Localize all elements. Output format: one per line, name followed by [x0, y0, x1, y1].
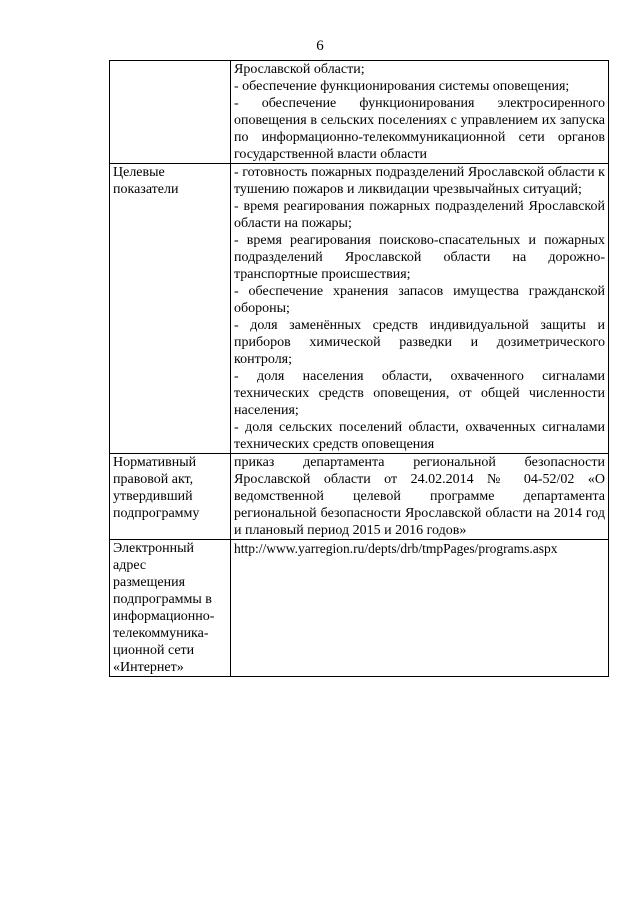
row-content-cell [231, 540, 609, 677]
content-line: - время реагирования пожарных подразделений Ярославской области на пожары; [234, 199, 605, 231]
label-line: подпрограммы в [113, 592, 212, 607]
content-line: - обеспечение хранения запасов имущества гражданской обороны; [234, 284, 605, 316]
content-line: - доля заменённых средств индивидуальной защиты и приборов химической разведки и дозиметрического контроля; [234, 318, 605, 367]
row-label-cell [110, 454, 231, 540]
content-line: - готовность пожарных подразделений Ярославской области к тушению пожаров и ликвидации чрезвычайных ситуаций; [234, 165, 605, 197]
label-line: ционной сети [113, 643, 195, 658]
label-line: показатели [113, 182, 179, 197]
page-number: 6 [316, 38, 324, 54]
label-line: «Интернет» [113, 660, 184, 675]
content-line: - время реагирования поисково-спасательных и пожарных подразделений Ярославской области на дорожно-транспортные происшествия; [234, 233, 605, 282]
label-line: информационно- [113, 609, 215, 624]
row-content-cell [231, 164, 609, 454]
label-line: телекоммуника- [113, 626, 209, 641]
content-line: - обеспечение функционирования системы оповещения; [234, 79, 570, 94]
subprogram-passport-table [109, 60, 609, 677]
table-row [110, 454, 609, 540]
label-line: Целевые [113, 165, 165, 180]
label-line: подпрограмму [113, 506, 200, 521]
content-line: - доля сельских поселений области, охваченных сигналами технических средств оповещения [234, 420, 605, 452]
table-row [110, 540, 609, 677]
content-line: приказ департамента региональной безопасности Ярославской области от 24.02.2014 № 04-52/02 «О ведомственной целевой программе департамента региональной безопасности Ярославской области на 2014 год и плановый период 2015 и 2016 годов» [234, 455, 605, 538]
program-url-link[interactable]: http://www.yarregion.ru/depts/drb/tmpPages/programs.aspx [234, 541, 558, 556]
label-line: адрес [113, 558, 147, 573]
label-line: размещения [113, 575, 186, 590]
row-label-cell [110, 540, 231, 677]
table-row [110, 61, 609, 164]
content-line: - обеспечение функционирования электросиренного оповещения в сельских поселениях с управлением их запуска по информационно-телекоммуникационной сети органов государственной власти области [234, 96, 605, 162]
label-line: Нормативный [113, 455, 197, 470]
label-line: Электронный [113, 541, 195, 556]
row-content-cell [231, 454, 609, 540]
row-label-cell [110, 164, 231, 454]
content-line: Ярославской области; [234, 62, 365, 77]
content-line: - доля населения области, охваченного сигналами технических средств оповещения, от общей численности населения; [234, 369, 605, 418]
label-line: правовой акт, [113, 472, 194, 487]
row-label-cell [110, 61, 231, 164]
row-content-cell [231, 61, 609, 164]
label-line: утвердивший [113, 489, 193, 504]
table-row [110, 164, 609, 454]
